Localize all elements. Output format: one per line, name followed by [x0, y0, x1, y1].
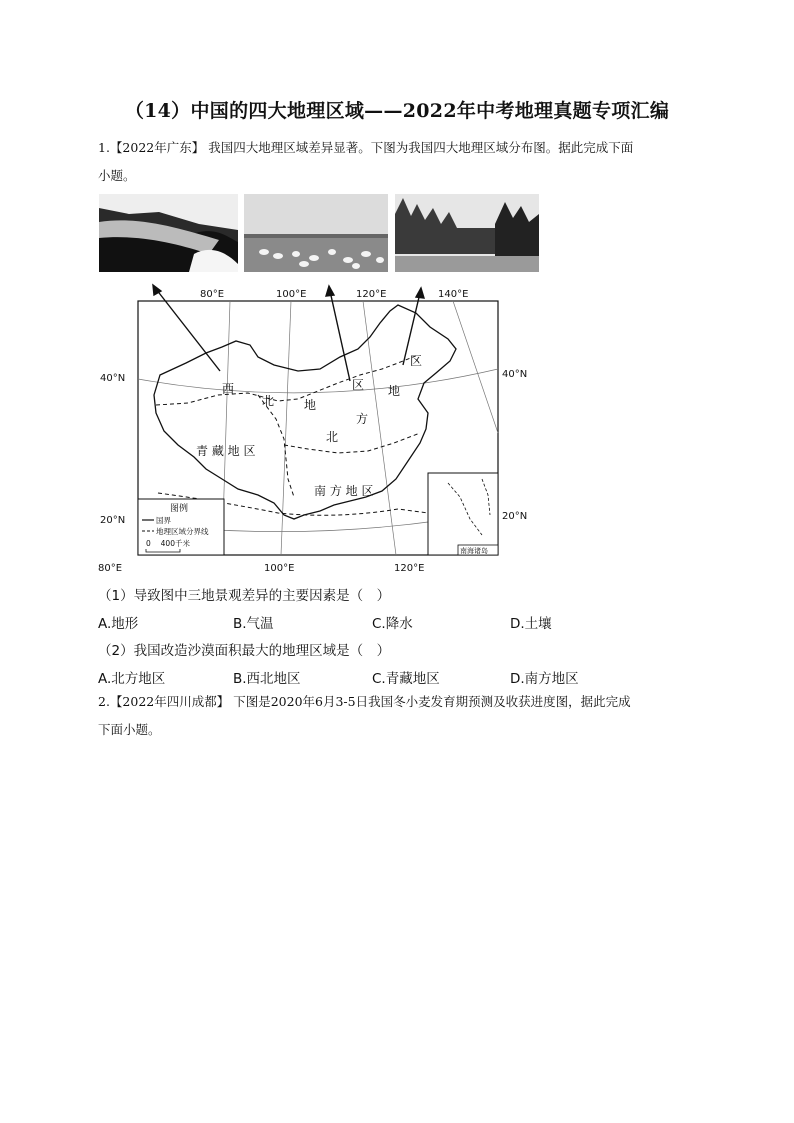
china-regions-map	[98, 283, 528, 575]
question-1-sub1: （1）导致图中三地景观差异的主要因素是（ ）	[98, 588, 391, 604]
legend-scale: 0 400千米	[146, 539, 190, 548]
photo-forest	[395, 194, 539, 272]
q1-sub1-option-d: D.土壤	[510, 616, 552, 632]
label-northwest-3: 地	[304, 398, 317, 412]
q1-sub1-option-b: B.气温	[233, 616, 274, 632]
lon-bottom-100: 100°E	[264, 563, 295, 574]
label-north-2: 方	[356, 412, 369, 426]
question-1-intro	[98, 134, 698, 190]
question-2-intro	[98, 688, 698, 744]
lon-bottom-80: 80°E	[98, 563, 123, 574]
china-border	[154, 305, 456, 519]
question-1-sub2: （2）我国改造沙漠面积最大的地理区域是（ ）	[98, 643, 391, 659]
map-legend	[138, 499, 224, 555]
lon-top-120: 120°E	[356, 289, 387, 300]
lat-right-20: 20°N	[502, 511, 528, 522]
south-china-sea-inset	[428, 473, 498, 555]
label-north-1: 北	[326, 430, 339, 444]
q1-sub1-option-c: C.降水	[372, 616, 413, 632]
lat-left-20: 20°N	[100, 515, 126, 526]
lon-top-100: 100°E	[276, 289, 307, 300]
q1-sub2-option-b: B.西北地区	[233, 671, 301, 687]
question-2-intro-line2: 下面小题。	[98, 722, 161, 737]
region-dividers	[156, 355, 428, 515]
lat-left-40: 40°N	[100, 373, 126, 384]
legend-title: 图例	[170, 504, 189, 514]
label-northwest-1: 西	[222, 382, 235, 396]
label-northwest-2: 北	[262, 394, 275, 408]
q1-sub2-option-d: D.南方地区	[510, 671, 579, 687]
label-northwest-4: 区	[352, 378, 365, 392]
photo-grassland	[244, 194, 388, 272]
legend-border: 国界	[156, 516, 171, 525]
photo-desert	[99, 194, 238, 272]
legend-divide: 地理区域分界线	[156, 527, 209, 536]
label-tibet: 青 藏 地 区	[196, 444, 256, 458]
label-north-4: 区	[410, 354, 423, 368]
page-title: （14）中国的四大地理区域——2022年中考地理真题专项汇编	[124, 100, 670, 122]
lon-bottom-120: 120°E	[394, 563, 425, 574]
lat-right-40: 40°N	[502, 369, 528, 380]
region-labels	[196, 354, 422, 498]
label-north-3: 地	[388, 384, 401, 398]
inset-label: 南海诸岛	[460, 547, 488, 555]
q1-sub2-option-c: C.青藏地区	[372, 671, 440, 687]
question-2-intro-line1: 2.【2022年四川成都】 下图是2020年6月3-5日我国冬小麦发育期预测及收获进度图，据此完成	[98, 694, 631, 709]
lon-top-80: 80°E	[200, 289, 225, 300]
lon-top-140: 140°E	[438, 289, 469, 300]
q1-sub2-option-a: A.北方地区	[98, 671, 166, 687]
question-1-intro-line2: 小题。	[98, 168, 136, 183]
label-south: 南 方 地 区	[314, 484, 374, 498]
q1-sub1-option-a: A.地形	[98, 616, 139, 632]
question-1-intro-line1: 1.【2022年广东】 我国四大地理区域差异显著。下图为我国四大地理区域分布图。据此完成下面	[98, 140, 634, 155]
